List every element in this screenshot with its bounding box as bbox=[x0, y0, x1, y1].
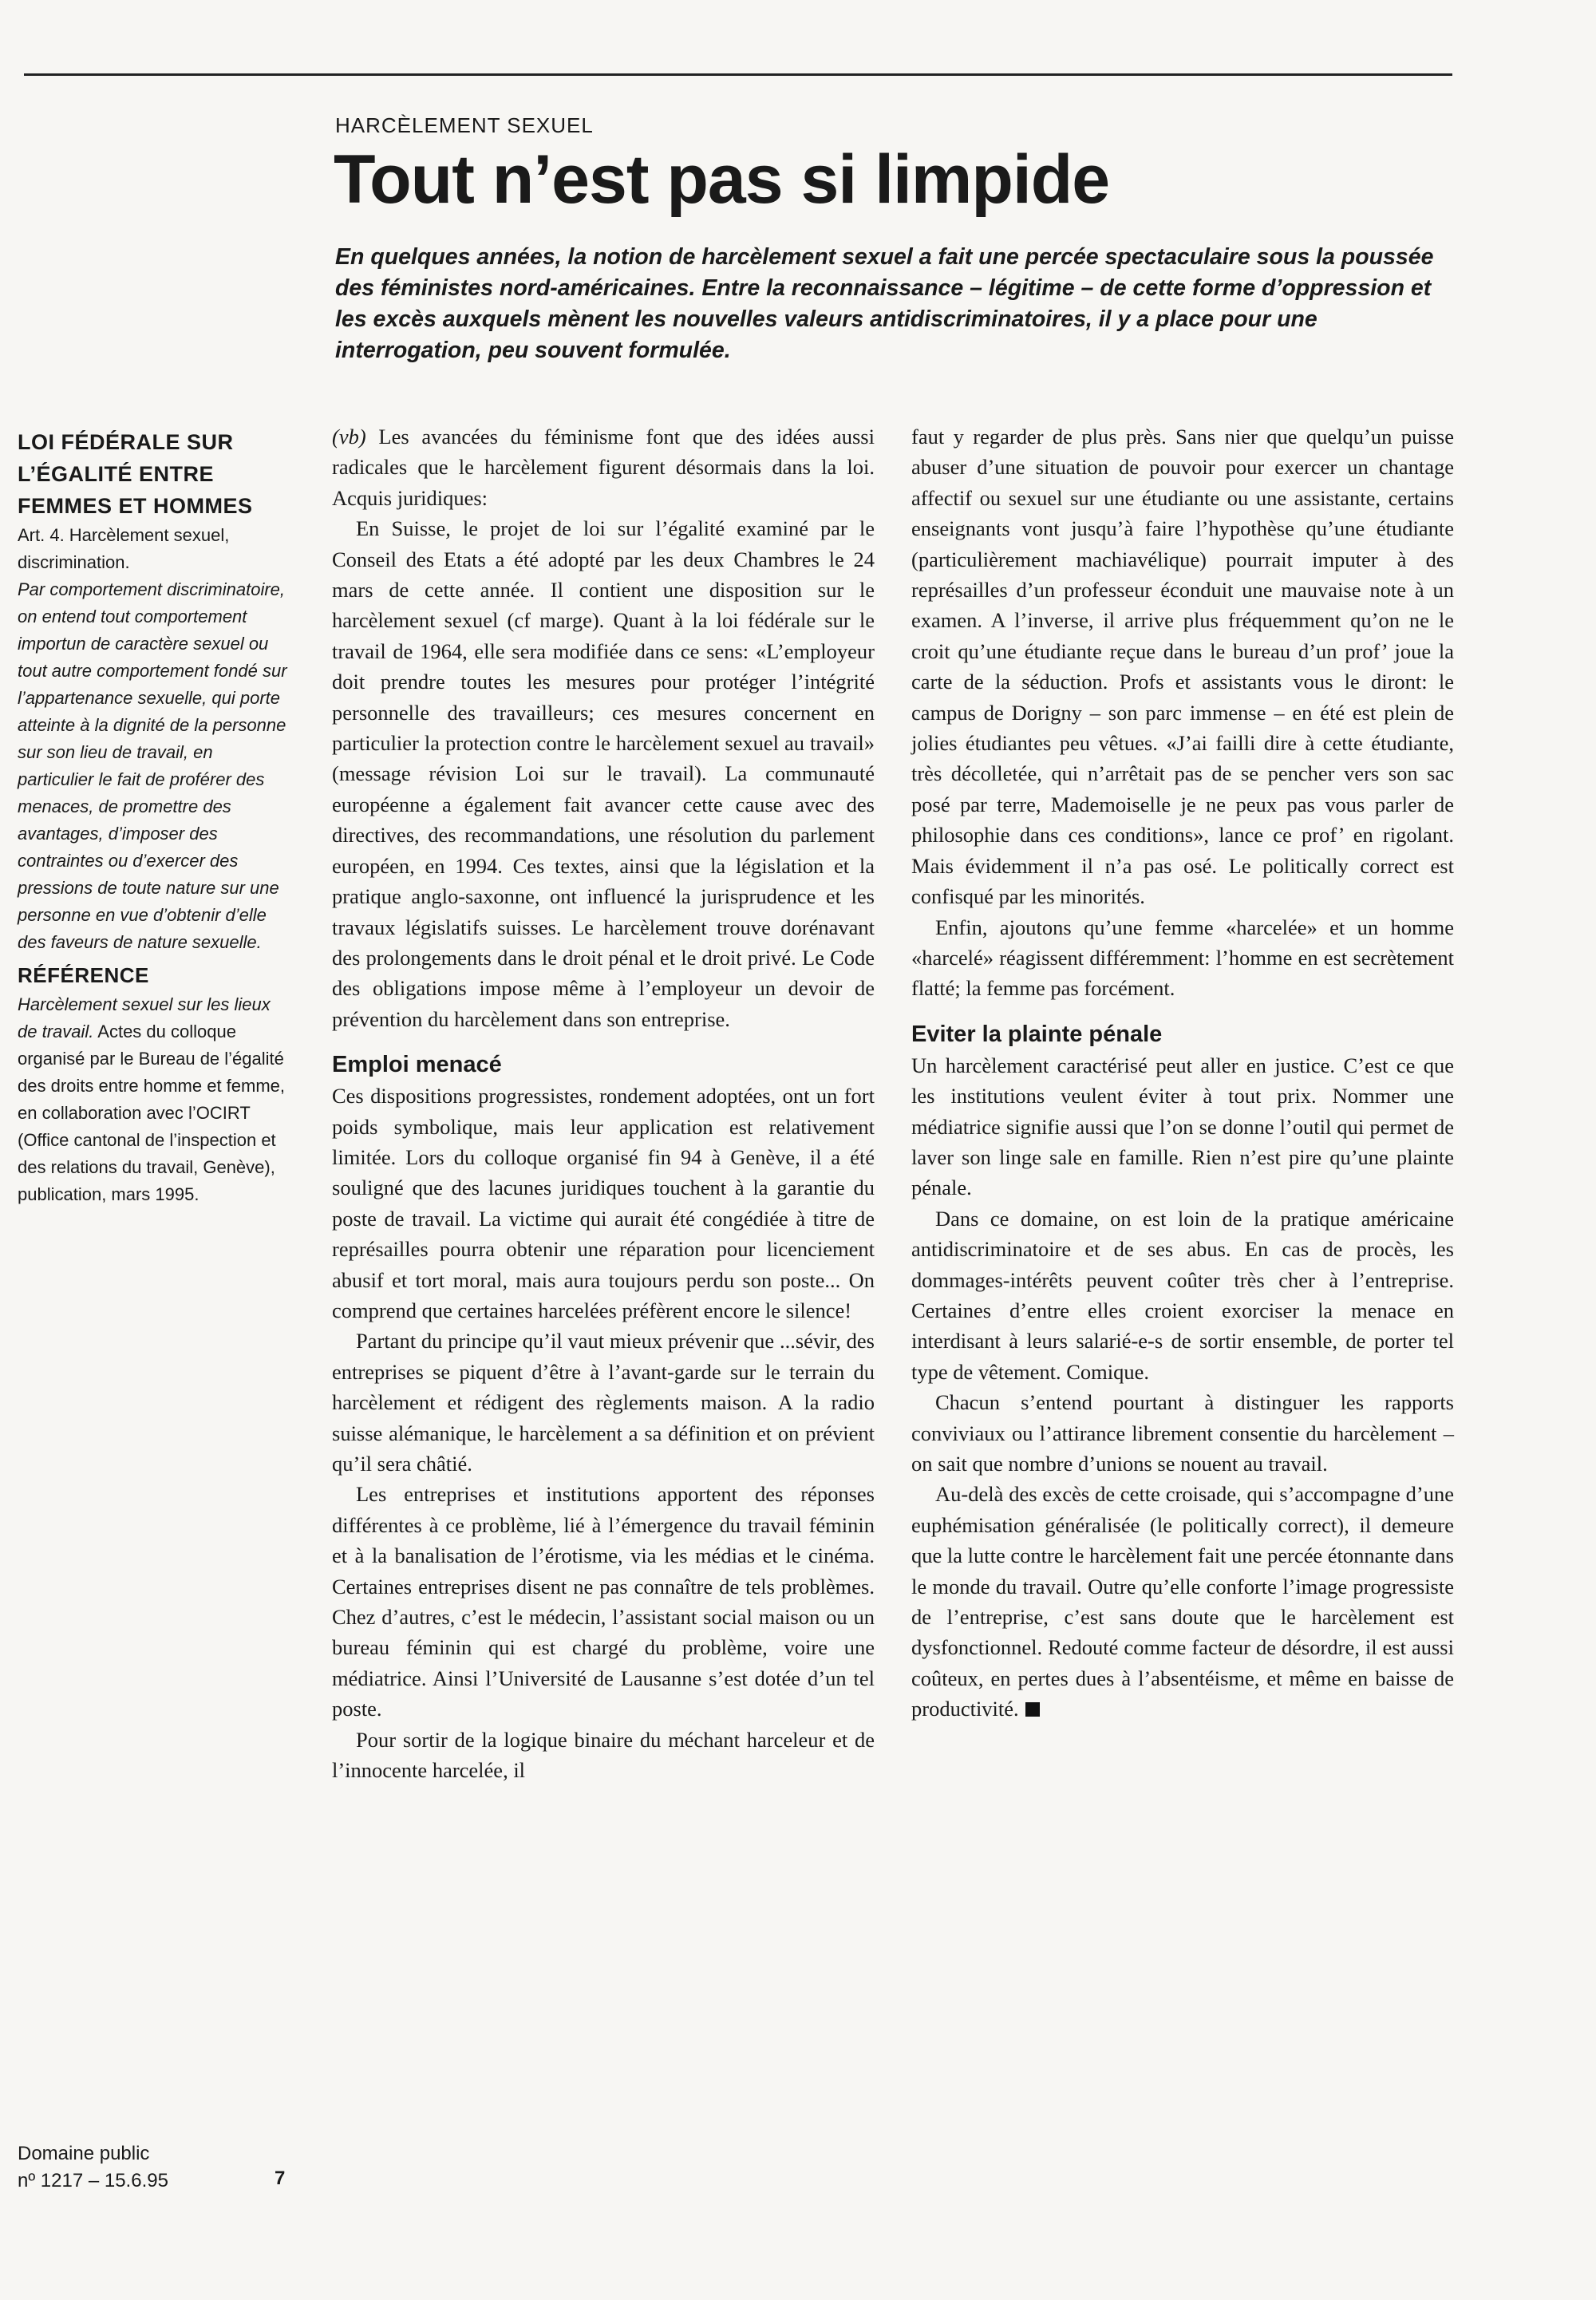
law-heading: LOI FÉDÉRALE SUR L’ÉGALITÉ ENTRE FEMMES ET HOMMES bbox=[18, 430, 253, 518]
reference-details: Actes du colloque organisé par le Bureau de l’égalité des droits entre homme et femme, en collaboration avec l’OCIRT (Office cantonal de l’inspection et des relations du travail, Genève), publication, mars 1995. bbox=[18, 1022, 286, 1204]
paragraph: Dans ce domaine, on est loin de la pratique américaine antidiscriminatoire et de ses abus. En cas de procès, les dommages-intérêts peuvent coûter très cher à l’entreprise. Certaines d’entre elles croient exorciser la menace en interdisant à leurs salarié-e-s de sortir ensemble, de porter tel type de vêtement. Comique. bbox=[911, 1206, 1454, 1384]
paragraph: Enfin, ajoutons qu’une femme «harcelée» et un homme «harcelé» réagissent différemment: l’homme en est secrètement flatté; la femme pas forcément. bbox=[911, 915, 1454, 1001]
paragraph: Partant du principe qu’il vaut mieux prévenir que ...sévir, des entreprises se piquent d’être à l’avant-garde sur le terrain du harcèlement et rédigent des règlements maison. A la radio suisse alémanique, le harcèlement a sa définition et on prévient qu’il sera châtié. bbox=[332, 1329, 875, 1476]
law-text: Par comportement discriminatoire, on entend tout comportement importun de caractère sexuel ou tout autre comportement fondé sur l’appartenance sexuelle, qui porte atteinte à la dignité de la personne sur son lieu de travail, en particulier le fait de proférer des menaces, de promettre des avantages, d’imposer des contraintes ou d’exercer des pressions de toute nature sur une personne en vue d’obtenir d’elle des faveurs de nature sexuelle. bbox=[18, 579, 287, 952]
paragraph: faut y regarder de plus près. Sans nier que quelqu’un puisse abuser d’une situation de pouvoir pour exercer un chantage affectif ou sexuel sur une étudiante ou une assistante, certains enseignants vont jusqu’à faire l’hypothèse qu’une étudiante (particulièrement machiavélique) pourrait imputer à des représailles d’un professeur éconduit une mauvaise note à un examen. A l’inverse, il arrive plus fréquemment qu’on ne le croit qu’une étudiante reçue dans le bureau d’un prof’ joue la carte de la séduction. Profs et assistants vous le diront: le campus de Dorigny – son parc immense – en été est plein de jolies étudiantes peu vêtues. «J’ai failli dire à cette étudiante, très décolletée, qui n’arrêtait pas de se pencher vers son sac posé par terre, Mademoiselle je ne peux pas vous parler de philosophie dans ces conditions», lance ce prof’ en rigolant. Mais évidemment il n’a pas osé. Le politically correct est confisqué par les minorités. bbox=[911, 425, 1454, 909]
publication-name: Domaine public bbox=[18, 2143, 150, 2164]
article-lead: En quelques années, la notion de harcèlement sexuel a fait une percée spectaculaire sous la poussée des féministes nord-américaines. Entre la reconnaissance – légitime – de cette forme d’oppression et les excès auxquels mènent les nouvelles valeurs antidiscriminatoires, il y a place pour une interrogation, peu souvent formulée. bbox=[335, 244, 1434, 363]
section-kicker: HARCÈLEMENT SEXUEL bbox=[335, 113, 594, 137]
top-rule bbox=[24, 73, 1452, 76]
reference-heading: RÉFÉRENCE bbox=[18, 963, 149, 987]
paragraph: Un harcèlement caractérisé peut aller en justice. C’est ce que les institutions veulent éviter à tout prix. Nommer une médiatrice signifie aussi que l’on se donne l’outil qui permet de laver son linge sale en famille. Rien n’est pire qu’une plainte pénale. bbox=[911, 1053, 1454, 1200]
paragraph-text: Au-delà des excès de cette croisade, qui s’accompagne d’une euphémisation généralisée (le politically correct), il demeure que la lutte contre le harcèlement fait une percée étonnante dans le monde du travail. Outre qu’elle conforte l’image progressiste de l’entreprise, c’est sans doute que le harcèlement est dysfonctionnel. Redouté comme facteur de désordre, il est aussi coûteux, en pertes dues à l’absentéisme, et même en baisse de productivité. bbox=[911, 1482, 1454, 1721]
page-footer bbox=[18, 2140, 293, 2195]
author-initials: (vb) bbox=[332, 425, 366, 449]
paragraph: Pour sortir de la logique binaire du méchant harceleur et de l’innocente harcelée, il bbox=[332, 1727, 875, 1783]
reference-text bbox=[18, 991, 293, 1208]
paragraph: En Suisse, le projet de loi sur l’égalité examiné par le Conseil des Etats a été adopté par les deux Chambres le 24 mars de cette année. Il contient une disposition sur le harcèlement sexuel (cf marge). Quant à la loi fédérale sur le travail de 1964, elle sera modifiée dans ce sens: «L’employeur doit prendre toutes les mesures pour protéger l’intégrité personnelle des travailleurs; ces mesures concernent en particulier la protection contre le harcèlement sexuel au travail» (message révision Loi sur le travail). La communauté européenne a également fait avancer cette cause avec des directives, des recommandations, une résolution du parlement européen, en 1994. Ces textes, ainsi que la législation et la pratique anglo-saxonne, ont influencé la jurisprudence et les travaux législatifs suisses. Le harcèlement trouve dorénavant des prolongements dans le droit pénal et le droit privé. Le Code des obligations impose même à l’employeur un devoir de prévention du harcèlement dans son entreprise. bbox=[332, 516, 875, 1031]
paragraph bbox=[911, 1479, 1454, 1724]
article-title: Tout n’est pas si limpide bbox=[334, 141, 1110, 218]
paragraph: Chacun s’entend pourtant à distinguer les rapports conviviaux ou l’attirance librement consentie du harcèlement – on sait que nombre d’unions se nouent au travail. bbox=[911, 1390, 1454, 1476]
page-number: 7 bbox=[275, 2168, 286, 2189]
margin-sidebar bbox=[18, 426, 293, 1208]
paragraph: Ces dispositions progressistes, rondement adoptées, ont un fort poids symbolique, mais leur application est relativement limitée. Lors du colloque organisé fin 94 à Genève, il a été souligné que des lacunes juridiques touchent à la garantie du poste de travail. La victime qui aurait été congédiée à titre de représailles pourra obtenir une réparation pour licenciement abusif et tort moral, mais aura toujours perdu son poste... On comprend que certaines harcelées préfèrent encore le silence! bbox=[332, 1084, 875, 1322]
body-column-1 bbox=[332, 421, 875, 1785]
body-column-2 bbox=[911, 421, 1454, 1725]
paragraph bbox=[332, 421, 875, 513]
reference-title: Harcèlement sexuel sur les lieux de travail. bbox=[18, 994, 271, 1041]
end-of-article-icon bbox=[1025, 1702, 1040, 1717]
subheading-emploi: Emploi menacé bbox=[332, 1052, 502, 1078]
paragraph-text: Les avancées du féminisme font que des idées aussi radicales que le harcèlement figurent désormais dans la loi. Acquis juridiques: bbox=[332, 425, 875, 510]
issue-info: nº 1217 – 15.6.95 bbox=[18, 2170, 168, 2191]
paragraph: Les entreprises et institutions apportent des réponses différentes à ce problème, lié à l’émergence du travail féminin et à la banalisation de l’érotisme, via les médias et le cinéma. Certaines entreprises disent ne pas connaître de tels problèmes. Chez d’autres, c’est le médecin, l’assistant social maison ou un bureau féminin qui est chargé du problème, voire une médiatrice. Ainsi l’Université de Lausanne s’est dotée d’un tel poste. bbox=[332, 1482, 875, 1721]
subheading-plainte: Eviter la plainte pénale bbox=[911, 1021, 1163, 1047]
law-article: Art. 4. Harcèlement sexuel, discrimination. bbox=[18, 525, 230, 572]
